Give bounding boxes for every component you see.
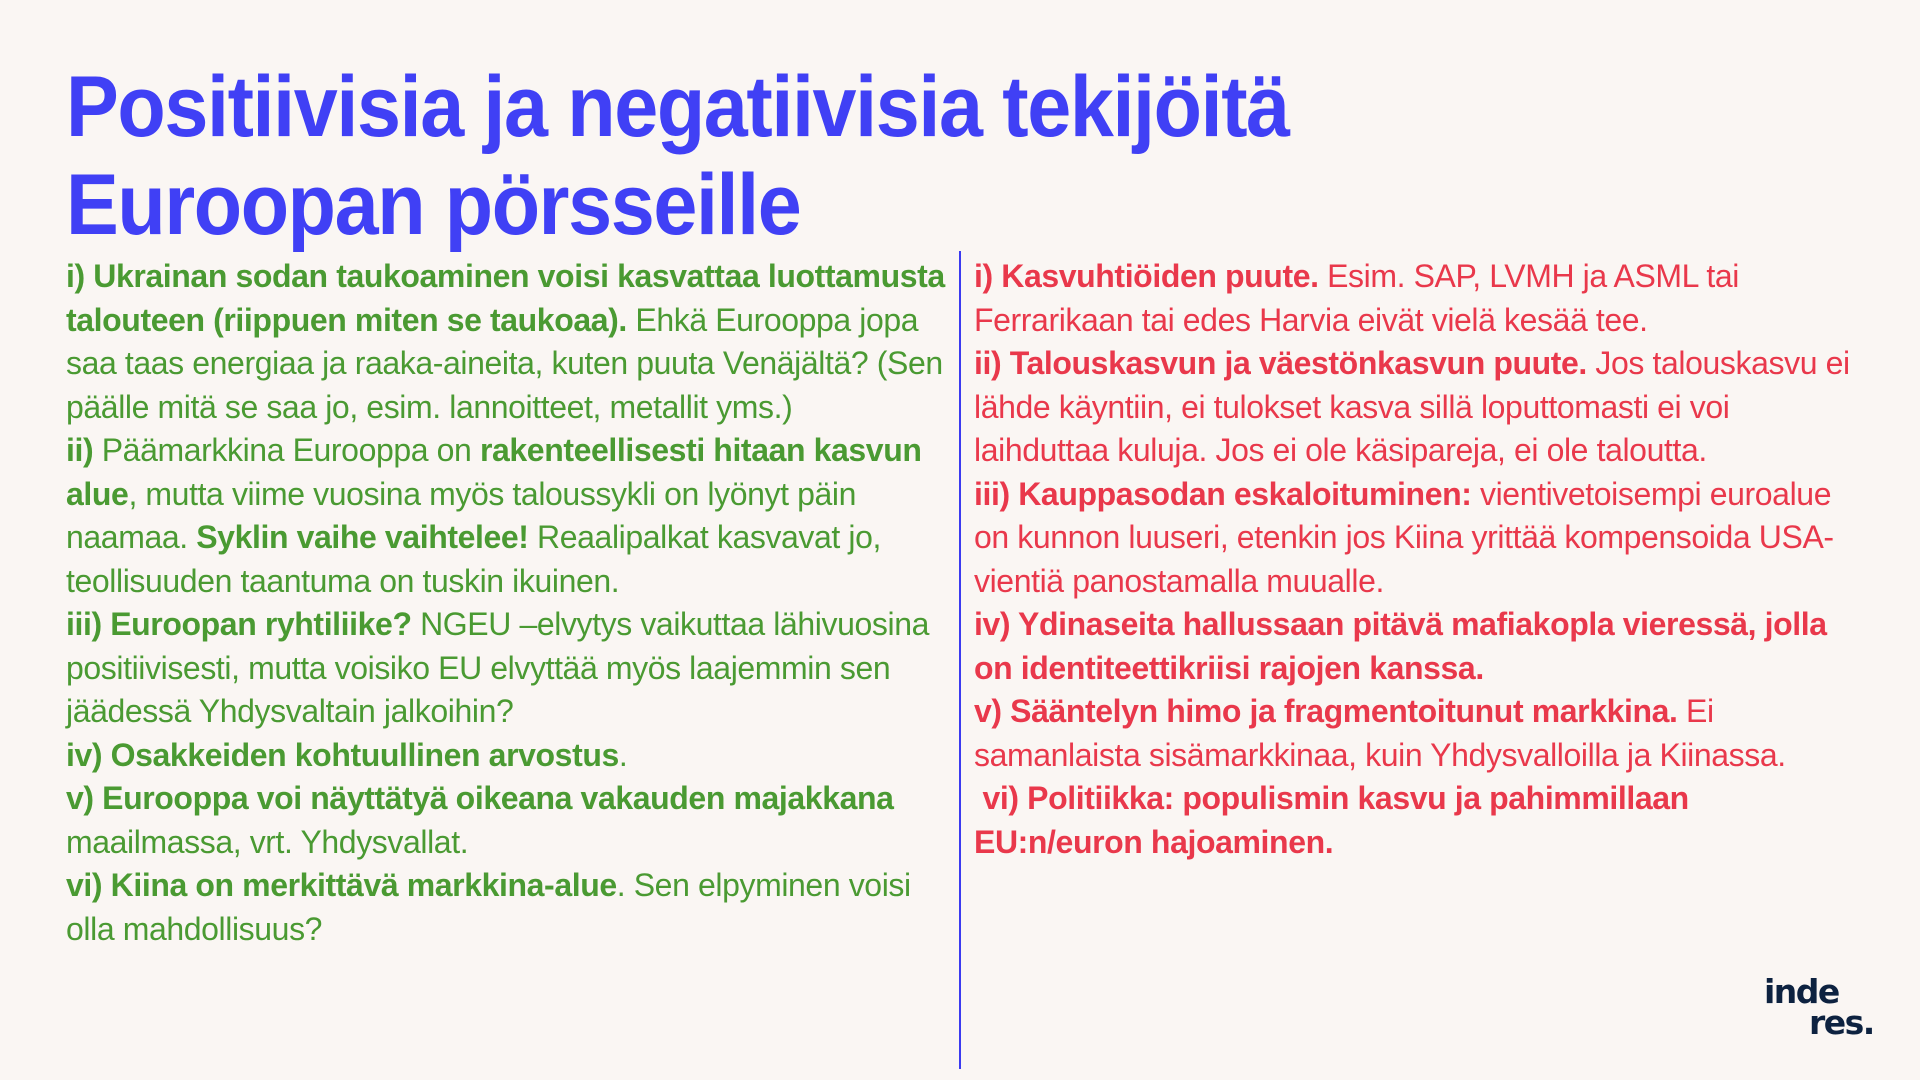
- positive-factor-4: [66, 734, 956, 778]
- emphasized-text: vi) Politiikka: populismin kasvu ja pahimmillaan EU:n/euron hajoaminen.: [974, 780, 1689, 860]
- body-text: Reaalipalkat kasvavat jo, teollisuuden taantuma on tuskin ikuinen.: [66, 519, 882, 599]
- emphasized-text: iv) Osakkeiden kohtuullinen arvostus: [66, 736, 619, 773]
- emphasized-text: ii) Talouskasvun ja väestönkasvun puute.: [974, 345, 1587, 381]
- emphasized-text: iii) Euroopan ryhtiliike?: [66, 606, 412, 642]
- body-text: , mutta viime vuosina myös taloussykli on lyönyt päin naamaa.: [66, 475, 857, 555]
- positive-factor-2: [66, 429, 956, 603]
- body-text: NGEU –elvytys vaikuttaa lähivuosina positiivisesti, mutta voisiko EU elvyttää myös laajemmin sen jäädessä Yhdysvaltain jalkoihin?: [66, 606, 930, 729]
- slide-title: [66, 58, 1538, 254]
- positive-factor-6: [66, 864, 956, 951]
- positive-factor-5: [66, 777, 956, 864]
- emphasized-text: Syklin vaihe vaihtelee!: [196, 519, 529, 555]
- emphasized-text: ii): [66, 432, 94, 468]
- negative-factor-3: [974, 473, 1854, 604]
- negative-factor-2: [974, 342, 1854, 473]
- body-text: Esim. SAP, LVMH ja ASML tai Ferrarikaan tai edes Harvia eivät vielä kesää tee.: [974, 258, 1739, 338]
- body-text: .: [618, 736, 628, 773]
- title-line-2: Euroopan pörsseille: [66, 157, 801, 253]
- emphasized-text: iv) Ydinaseita hallussaan pitävä mafiakopla vieressä, jolla on identiteettikriisi rajojen kanssa.: [974, 606, 1827, 686]
- positive-factor-3: [66, 603, 956, 734]
- title-line-1: Positiivisia ja negatiivisia tekijöitä: [66, 59, 1289, 155]
- body-text: Ehkä Eurooppa jopa saa taas energiaa ja raaka-aineita, kuten puuta Venäjältä? (Sen päälle mitä se saa jo, esim. lannoitteet, metallit yms.): [66, 301, 943, 425]
- negative-factor-1: [974, 255, 1854, 342]
- inderes-logo: [1764, 972, 1874, 1042]
- body-text: maailmassa, vrt. Yhdysvallat.: [66, 823, 469, 860]
- negative-factor-5: [974, 690, 1854, 777]
- body-text: Päämarkkina Eurooppa on: [93, 432, 480, 468]
- emphasized-text: i) Ukrainan sodan taukoaminen voisi kasvattaa luottamusta talouteen (riippuen miten se taukoaa).: [66, 258, 945, 338]
- emphasized-text: iii) Kauppasodan eskaloituminen:: [974, 475, 1472, 512]
- emphasized-text: v) Sääntelyn himo ja fragmentoitunut markkina.: [974, 693, 1678, 729]
- logo-line-1: inde: [1764, 972, 1839, 1011]
- emphasized-text: rakenteellisesti hitaan kasvun alue: [66, 432, 922, 512]
- positive-factor-1: [66, 255, 956, 429]
- negative-factor-6: [974, 777, 1854, 864]
- emphasized-text: vi) Kiina on merkittävä markkina-alue: [66, 867, 617, 903]
- body-text: Ei samanlaista sisämarkkinaa, kuin Yhdysvalloilla ja Kiinassa.: [974, 693, 1786, 773]
- negative-factors-column: [974, 255, 1854, 864]
- body-text: . Sen elpyminen voisi olla mahdollisuus?: [66, 867, 911, 947]
- negative-factor-4: [974, 603, 1854, 690]
- emphasized-text: i) Kasvuhtiöiden puute.: [974, 258, 1319, 294]
- column-divider: [959, 251, 961, 1069]
- body-text: vientivetoisempi euroalue on kunnon luuseri, etenkin jos Kiina yrittää kompensoida USA-vientiä panostamalla muualle.: [974, 475, 1834, 599]
- logo-line-2: res.: [1809, 1003, 1874, 1042]
- body-text: Jos talouskasvu ei lähde käyntiin, ei tulokset kasva sillä loputtomasti ei voi laihduttaa kuluja. Jos ei ole käsipareja, ei ole taloutta.: [974, 345, 1850, 468]
- emphasized-text: v) Eurooppa voi näyttätyä oikeana vakauden majakkana: [66, 780, 894, 816]
- positive-factors-column: [66, 255, 956, 951]
